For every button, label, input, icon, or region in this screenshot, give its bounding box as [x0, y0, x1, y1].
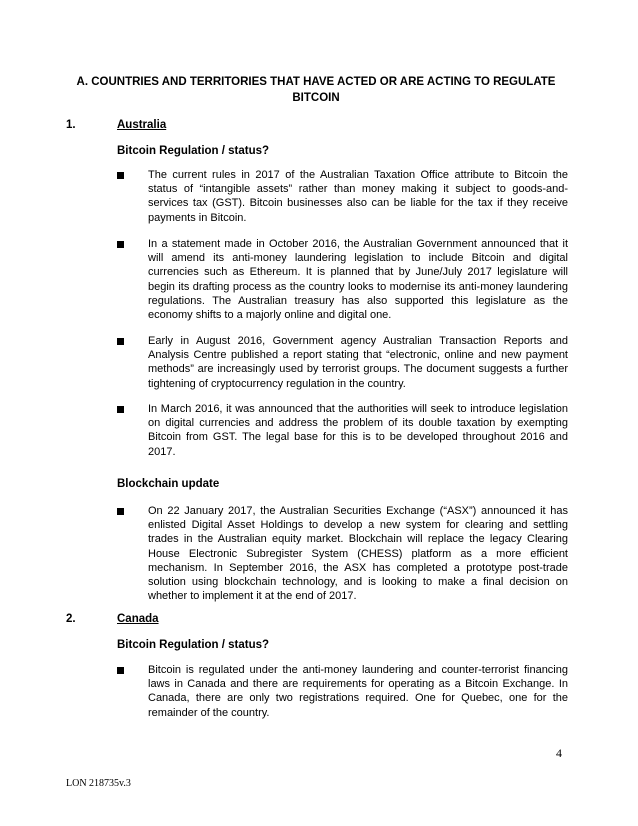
heading-line-1: A. COUNTRIES AND TERRITORIES THAT HAVE ACTED OR ARE ACTING TO REGULATE	[76, 76, 556, 88]
page-number: 4	[556, 746, 562, 760]
bullet-square-icon	[117, 172, 124, 179]
section-number: 1.	[66, 119, 76, 131]
section-title-canada: Canada	[117, 613, 159, 625]
document-reference: LON 218735v.3	[66, 778, 131, 789]
bullet-paragraph: Early in August 2016, Government agency Australian Transaction Reports and Analysis Centre published a report stating that “electronic, online and new payment methods” are increasingly used by terrorist groups. The document suggests a further tightening of cryptocurrency regulation in the country.	[148, 335, 568, 390]
bullet-square-icon	[117, 508, 124, 515]
bullet-paragraph: In March 2016, it was announced that the authorities will seek to introduce legislation on digital currencies and address the problem of its double taxation by exempting Bitcoin from GST. The legal base for this is to be developed throughout 2016 and 2017.	[148, 403, 568, 458]
bullet-paragraph: The current rules in 2017 of the Australian Taxation Office attribute to Bitcoin the status of “intangible assets” rather than money making it subject to goods-and-services tax (GST). Bitcoin businesses also can be liable for the tax if they receive payments in Bitcoin.	[148, 169, 568, 224]
subheading-blockchain: Blockchain update	[117, 478, 220, 490]
bullet-paragraph: In a statement made in October 2016, the Australian Government announced that it will amend its anti-money laundering legislation to include Bitcoin and digital currencies such as Ethereum. It is planned that by June/July 2017 legislature will begin its drafting process as the country looks to modernise its anti-money laundering regulations. The Australian treasury has also supported this legislature as the economy shifts to a majorly online and digital one.	[148, 238, 568, 322]
section-title-australia: Australia	[117, 119, 167, 131]
bullet-paragraph: Bitcoin is regulated under the anti-money laundering and counter-terrorist financing laws in Canada and there are requirements for operating as a Bitcoin Exchange. In Canada, there are only two registrations required. One for Quebec, one for the remainder of the country.	[148, 664, 568, 719]
bullet-square-icon	[117, 338, 124, 345]
bullet-square-icon	[117, 667, 124, 674]
bullet-square-icon	[117, 241, 124, 248]
subheading-regulation: Bitcoin Regulation / status?	[117, 639, 270, 651]
bullet-paragraph: On 22 January 2017, the Australian Securities Exchange (“ASX”) announced it has enlisted Digital Asset Holdings to develop a new system for clearing and settling trades in the Australian equity market. Blockchain will replace the legacy Clearing House Electronic Subregister System (CHESS) platform as a more efficient mechanism. In September 2016, the ASX has completed a prototype post-trade solution using blockchain technology, and is looking to make a final decision on whether to implement it at the end of 2017.	[148, 505, 568, 603]
section-number: 2.	[66, 613, 76, 625]
section-heading	[66, 74, 566, 106]
heading-line-2: BITCOIN	[292, 92, 340, 104]
bullet-square-icon	[117, 406, 124, 413]
subheading-regulation: Bitcoin Regulation / status?	[117, 145, 270, 157]
